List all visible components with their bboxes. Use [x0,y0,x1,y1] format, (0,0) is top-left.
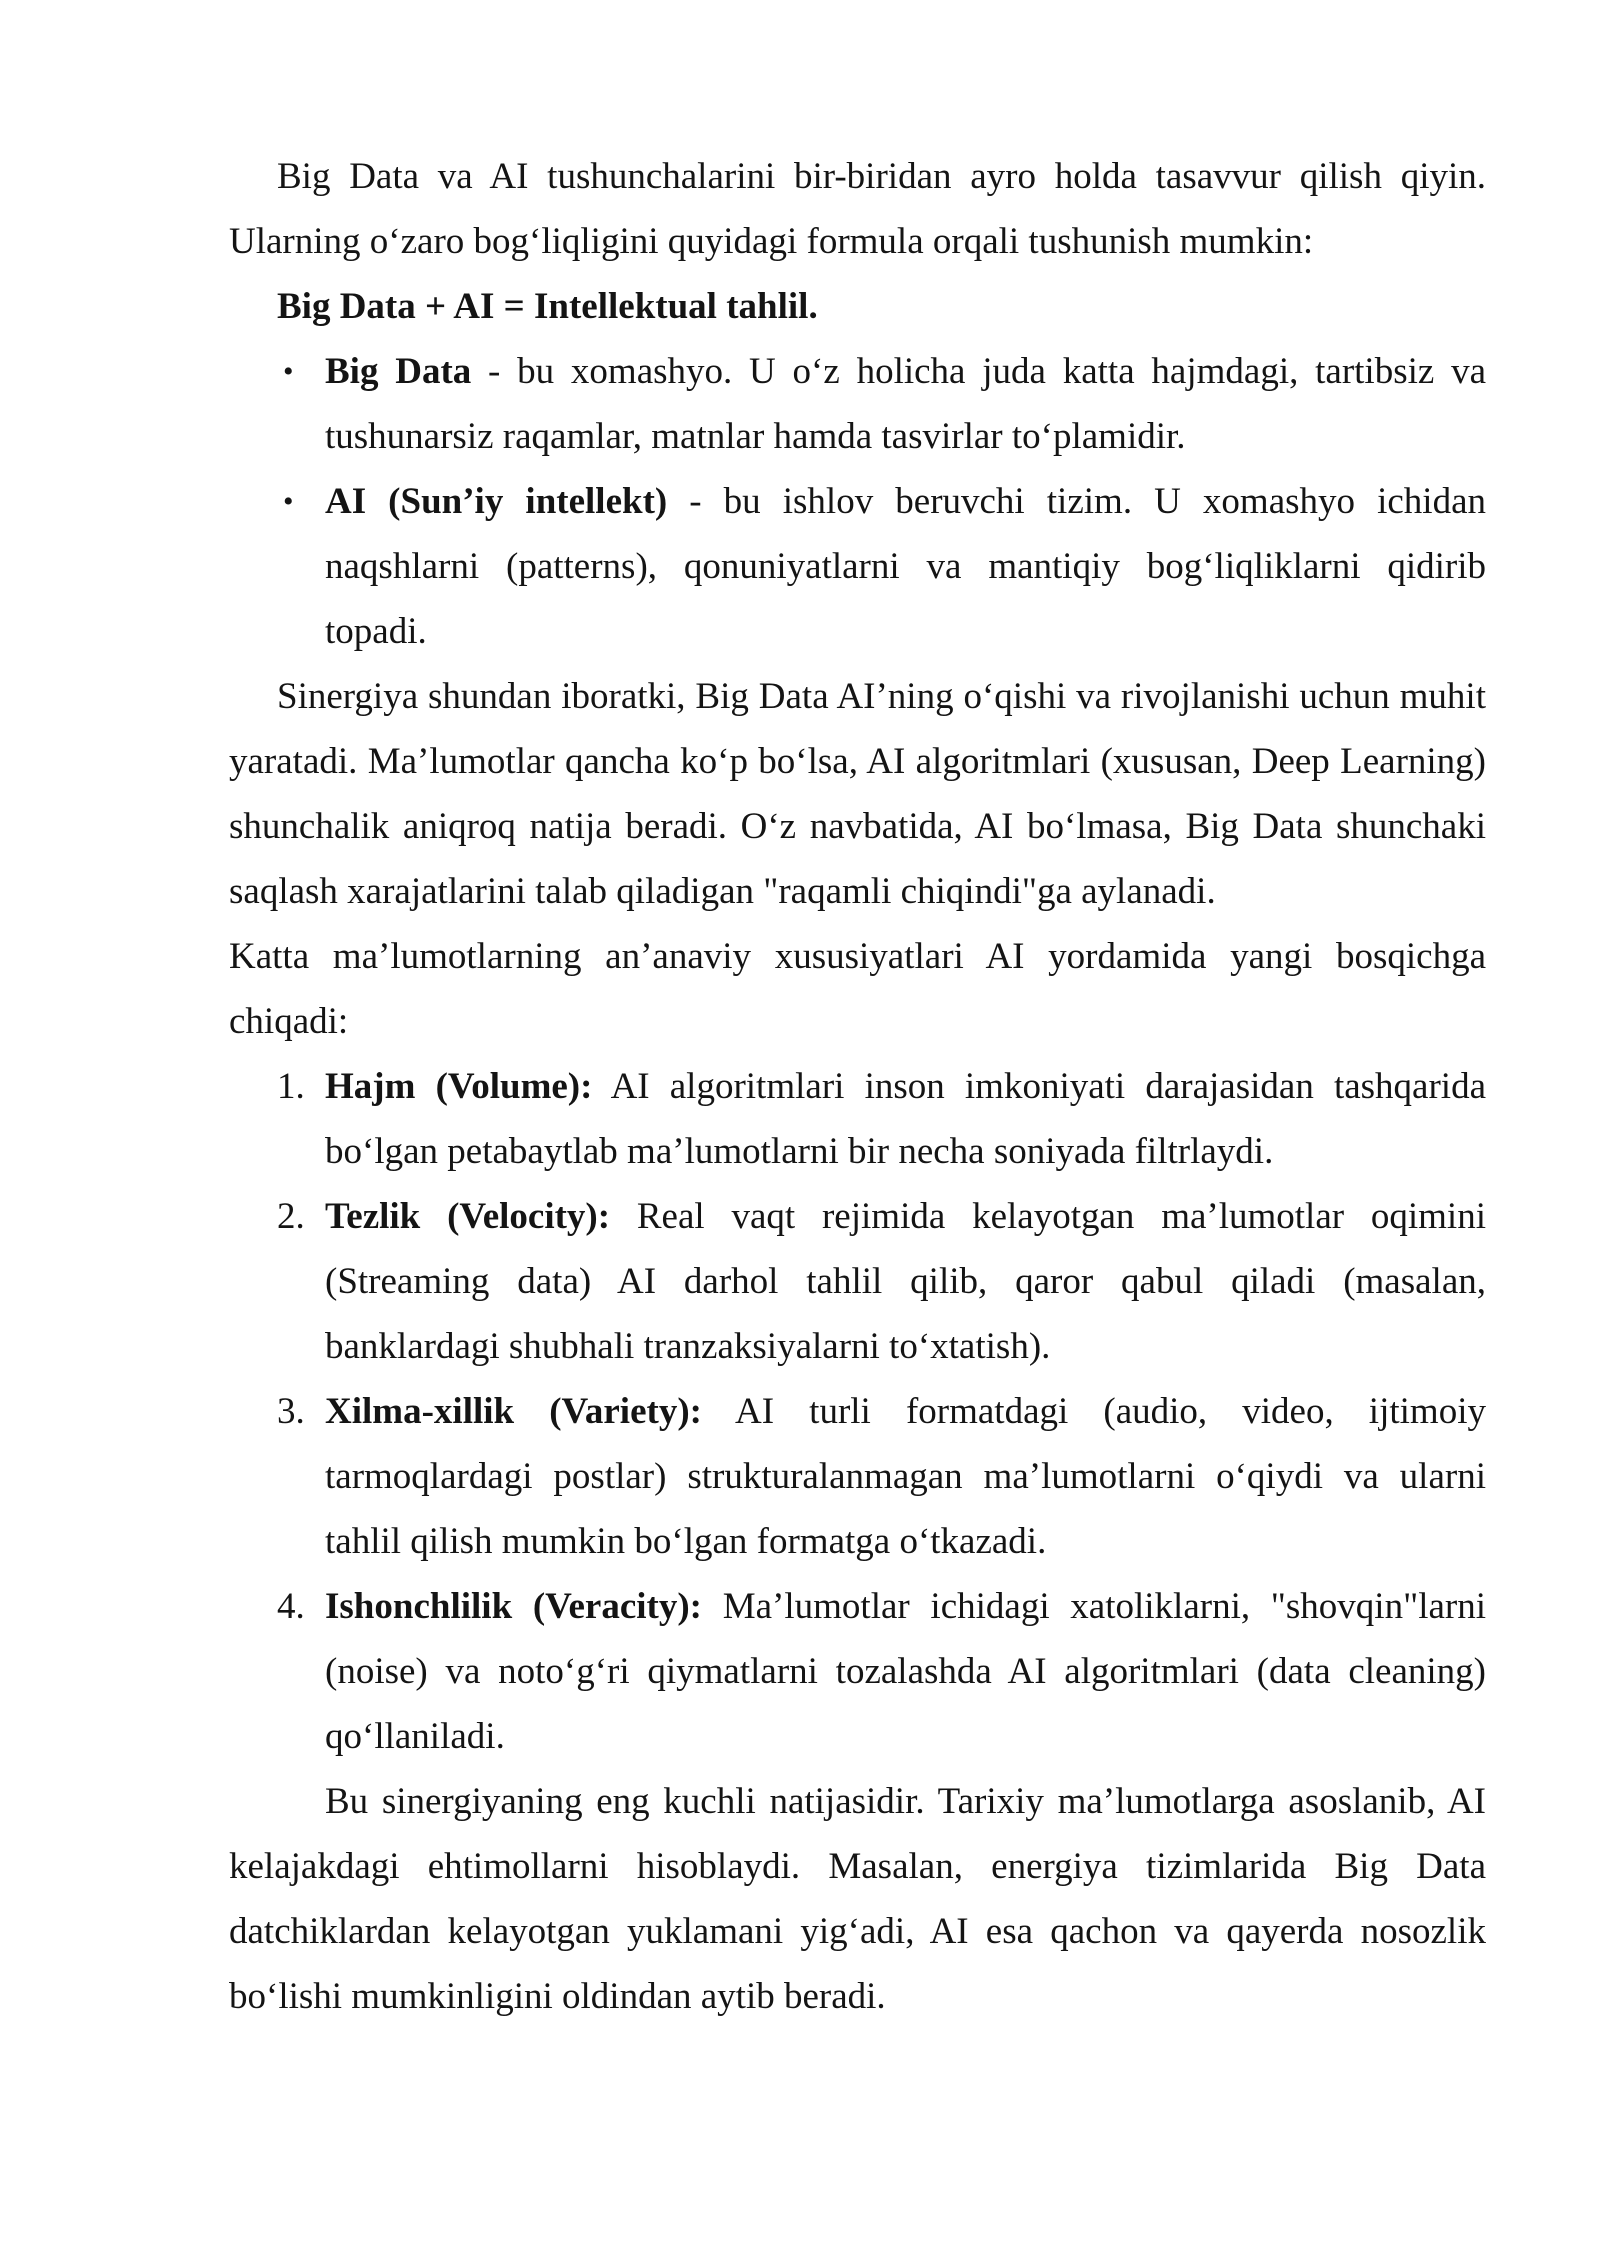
bullet-marker: • [283,485,294,518]
bullet-term: AI (Sun’iy intellekt) [325,481,668,522]
item-text: AI turli formatdagi (audio, video, ijtimoiy tarmoqlardagi postlar) strukturalanmagan ma’lumotlarni o‘qiydi va ularni tahlil qilish mumkin bo‘lgan formatga o‘tkazadi. [325,1391,1486,1562]
numbered-list [229,1054,1486,1769]
item-number: 3. [277,1391,305,1432]
item-term: Ishonchlilik (Veracity): [325,1586,703,1627]
synergy-paragraph: Sinergiya shundan iboratki, Big Data AI’ning o‘qishi va rivojlanishi uchun muhit yaratadi. Ma’lumotlar qancha ko‘p bo‘lsa, AI algoritmlari (xususan, Deep Learning) shunchalik aniqroq natija beradi. O‘z navbatida, AI bo‘lmasa, Big Data shunchaki saqlash xarajatlarini talab qiladigan "raqamli chiqindi"ga aylanadi. [229,676,1486,912]
item-number: 4. [277,1586,305,1627]
item-number: 2. [277,1196,305,1237]
numbered-item-veracity [229,1574,1486,1769]
bullet-text: - bu xomashyo. U o‘z holicha juda katta hajmdagi, tartibsiz va tushunarsiz raqamlar, matnlar hamda tasvirlar to‘plamidir. [325,351,1487,457]
bullet-list [229,339,1486,664]
numbered-item-variety [229,1379,1486,1574]
formula-line: Big Data + AI = Intellektual tahlil. [277,286,818,327]
item-term: Xilma-xillik (Variety): [325,1391,702,1432]
document-body [229,144,1486,2029]
bullet-item-ai [229,469,1486,664]
item-text: Real vaqt rejimida kelayotgan ma’lumotlar oqimini (Streaming data) AI darhol tahlil qilib, qaror qabul qiladi (masalan, banklardagi shubhali tranzaksiyalarni to‘xtatish). [325,1196,1486,1367]
bullet-marker: • [283,355,294,388]
intro-paragraph: Big Data va AI tushunchalarini bir-biridan ayro holda tasavvur qilish qiyin. Ularning o‘zaro bog‘liqligini quyidagi formula orqali tushunish mumkin: [229,156,1486,262]
item-text: AI algoritmlari inson imkoniyati darajasidan tashqarida bo‘lgan petabaytlab ma’lumotlarni bir necha soniyada filtrlaydi. [325,1066,1487,1172]
conclusion-paragraph: Bu sinergiyaning eng kuchli natijasidir. Tarixiy ma’lumotlarga asoslanib, AI kelajakdagi ehtimollarni hisoblaydi. Masalan, energiya tizimlarida Big Data datchiklardan kelayotgan yuklamani yig‘adi, AI esa qachon va qayerda nosozlik bo‘lishi mumkinligini oldindan aytib beradi. [229,1781,1486,2017]
numbered-item-velocity [229,1184,1486,1379]
item-term: Tezlik (Velocity): [325,1196,611,1237]
item-term: Hajm (Volume): [325,1066,593,1107]
traits-intro-paragraph: Katta ma’lumotlarning an’anaviy xususiyatlari AI yordamida yangi bosqichga chiqadi: [229,936,1486,1042]
bullet-item-big-data [229,339,1486,469]
item-number: 1. [277,1066,305,1107]
item-text: Ma’lumotlar ichidagi xatoliklarni, "shovqin"larni (noise) va noto‘g‘ri qiymatlarni tozalashda AI algoritmlari (data cleaning) qo‘llaniladi. [325,1586,1486,1757]
bullet-text: - bu ishlov beruvchi tizim. U xomashyo ichidan naqshlarni (patterns), qonuniyatlarni va mantiqiy bog‘liqliklarni qidirib topadi. [325,481,1486,652]
bullet-term: Big Data [325,351,472,392]
numbered-item-volume [229,1054,1486,1184]
